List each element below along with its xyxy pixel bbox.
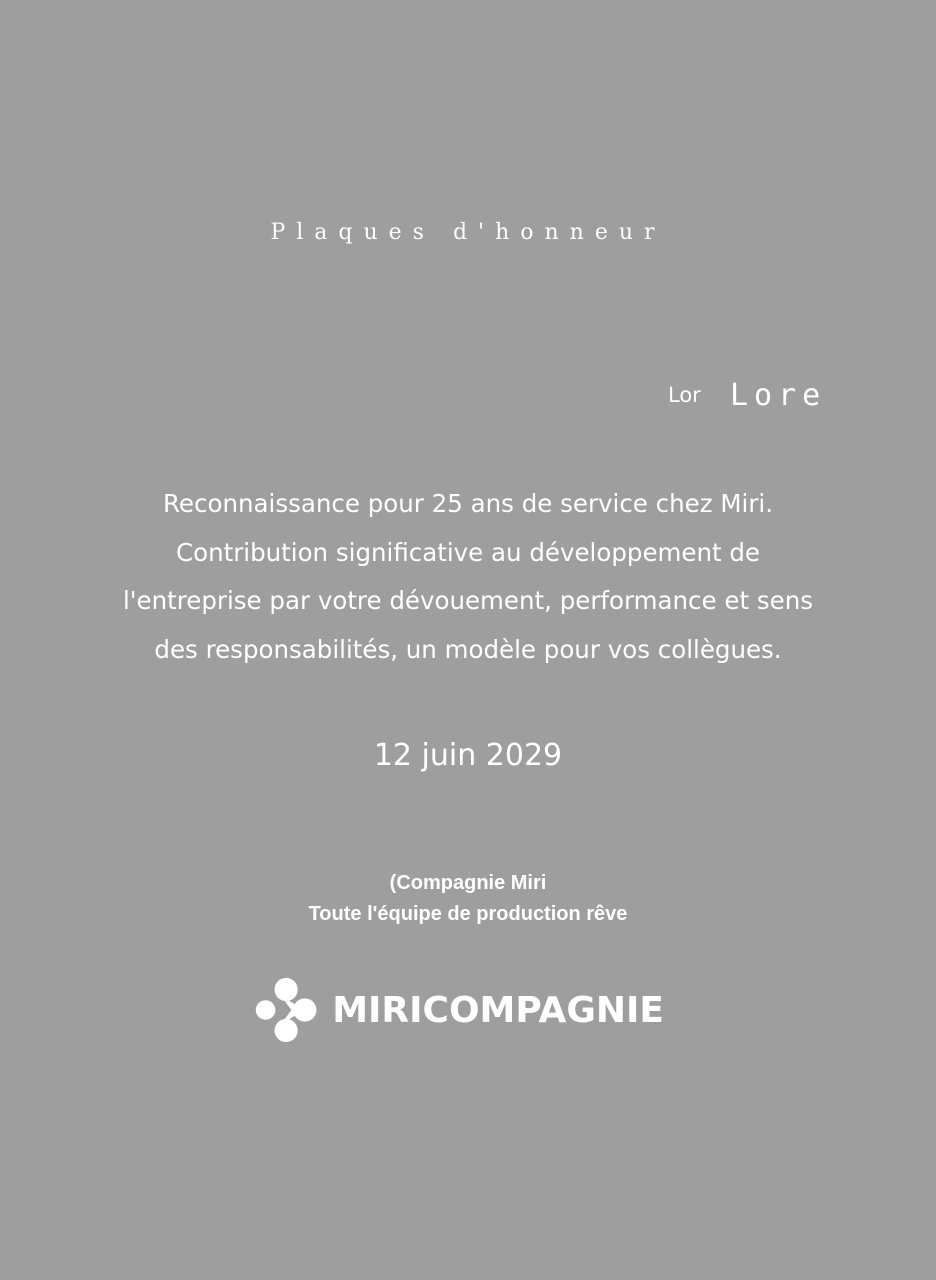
- citation-line: Contribution significative au développement de: [175, 537, 761, 567]
- logo-text: MIRICOMPAGNIE: [332, 989, 664, 1031]
- award-date: 12 juin 2029: [373, 738, 563, 773]
- recipient-name: Lore: [730, 378, 827, 413]
- logo-molecule-icon: [254, 972, 318, 1048]
- citation-line: Reconnaissance pour 25 ans de service chez Miri.: [162, 489, 773, 518]
- recipient-short: Lor: [668, 383, 701, 407]
- signature-line-2: Toute l'équipe de production rêve: [308, 903, 628, 925]
- signature-line-1: (Compagnie Miri: [389, 872, 547, 894]
- page-title: Plaques d'honneur: [270, 220, 666, 245]
- company-logo: [254, 972, 664, 1048]
- citation-line: des responsabilités, un modèle pour vos collègues.: [154, 634, 782, 664]
- citation-text: [60, 480, 876, 674]
- citation-line: l'entreprise par votre dévouement, performance et sens: [123, 586, 813, 615]
